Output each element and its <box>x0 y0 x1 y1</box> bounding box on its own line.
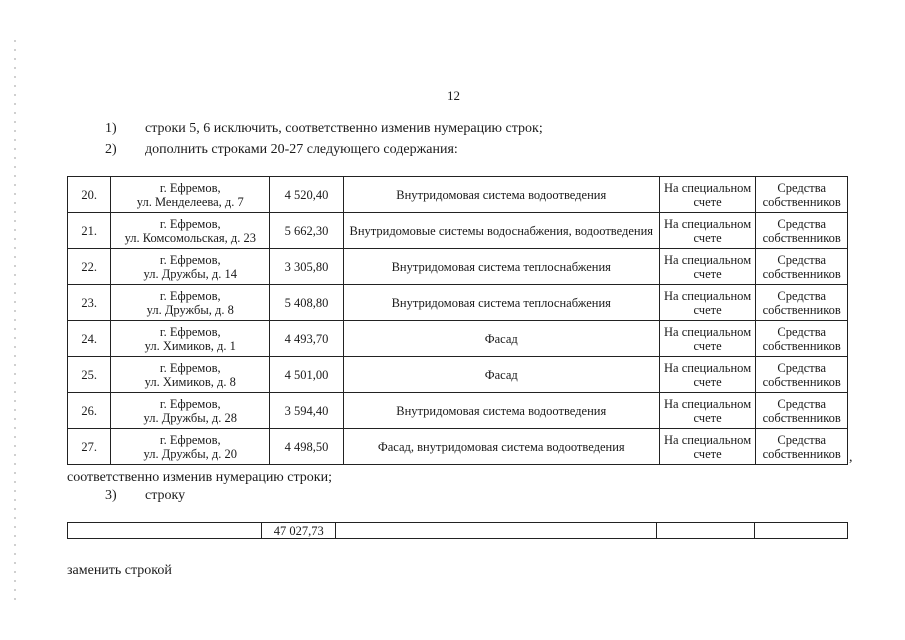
area-cell <box>270 393 343 429</box>
account-cell-line: На специальном <box>664 288 752 303</box>
row-number-cell-line: 24. <box>81 331 97 346</box>
address-cell-line: ул. Химиков, д. 8 <box>144 374 236 389</box>
address-cell-line: г. Ефремов, <box>159 252 221 267</box>
scan-margin-marks <box>14 40 16 600</box>
account-cell <box>659 429 756 465</box>
address-cell-line: г. Ефремов, <box>159 432 221 447</box>
work-type-cell-line: Внутридомовые системы водоснабжения, водоотведения <box>349 223 654 238</box>
row-number-cell <box>68 357 111 393</box>
funding-source-cell-line: Средства <box>777 396 826 411</box>
work-type-cell-line: Фасад, внутридомовая система водоотведения <box>377 439 625 454</box>
address-cell-line: ул. Менделеева, д. 7 <box>136 194 244 209</box>
row-number-cell <box>68 285 111 321</box>
account-cell <box>659 357 756 393</box>
address-cell-line: ул. Комсомольская, д. 23 <box>124 230 256 245</box>
table-row <box>68 213 848 249</box>
address-cell <box>111 285 270 321</box>
funding-source-cell <box>756 321 848 357</box>
sum-row-empty-cell <box>755 523 848 539</box>
account-cell-line: счете <box>693 266 722 281</box>
area-cell-line: 4 520,40 <box>284 187 329 202</box>
address-cell-line: ул. Дружбы, д. 8 <box>146 302 234 317</box>
sum-row-empty-cell <box>336 523 657 539</box>
work-type-cell <box>343 249 659 285</box>
funding-source-cell-line: Средства <box>777 288 826 303</box>
area-cell-line: 4 493,70 <box>284 331 329 346</box>
row-number-cell-line: 26. <box>81 403 97 418</box>
list-item-text: дополнить строками 20-27 следующего содержания: <box>145 142 458 157</box>
list-item-1 <box>105 121 543 137</box>
list-item-2 <box>105 142 458 158</box>
table-row <box>68 357 848 393</box>
funding-source-cell-line: Средства <box>777 180 826 195</box>
address-cell <box>111 249 270 285</box>
account-cell-line: На специальном <box>664 396 752 411</box>
account-cell-line: счете <box>693 446 722 461</box>
area-cell <box>270 177 343 213</box>
table-row <box>68 249 848 285</box>
table-row <box>68 523 848 539</box>
sum-row-total: 47 027,73 <box>261 523 336 539</box>
sum-row-table <box>67 522 848 539</box>
area-cell-line: 3 305,80 <box>284 259 329 274</box>
area-cell-line: 4 501,00 <box>284 367 329 382</box>
work-type-cell-line: Внутридомовая система теплоснабжения <box>391 259 611 274</box>
account-cell-line: счете <box>693 338 722 353</box>
funding-source-cell-line: Средства <box>777 216 826 231</box>
work-type-cell-line: Внутридомовая система теплоснабжения <box>391 295 611 310</box>
funding-source-cell <box>756 285 848 321</box>
list-item-text: строки 5, 6 исключить, соответственно изменив нумерацию строк; <box>145 121 543 136</box>
account-cell <box>659 393 756 429</box>
funding-source-cell <box>756 213 848 249</box>
funding-source-cell-line: Средства <box>777 252 826 267</box>
funding-source-cell-line: собственников <box>762 302 841 317</box>
address-cell-line: г. Ефремов, <box>159 216 221 231</box>
row-number-cell-line: 21. <box>81 223 97 238</box>
list-item-3 <box>105 488 185 504</box>
work-type-cell-line: Фасад <box>484 331 518 346</box>
account-cell <box>659 249 756 285</box>
address-cell-line: ул. Дружбы, д. 14 <box>143 266 238 281</box>
sum-row-empty-cell <box>68 523 262 539</box>
funding-source-cell-line: собственников <box>762 374 841 389</box>
funding-source-cell <box>756 249 848 285</box>
area-cell-line: 3 594,40 <box>284 403 329 418</box>
account-cell <box>659 213 756 249</box>
after-table-text: соответственно изменив нумерацию строки; <box>67 470 332 485</box>
funding-source-cell-line: собственников <box>762 266 841 281</box>
work-type-cell <box>343 429 659 465</box>
area-cell <box>270 285 343 321</box>
address-cell <box>111 357 270 393</box>
list-item-number: 1) <box>105 121 117 136</box>
account-cell-line: На специальном <box>664 360 752 375</box>
account-cell-line: На специальном <box>664 252 752 267</box>
table-row <box>68 429 848 465</box>
area-cell-line: 5 408,80 <box>284 295 329 310</box>
sum-row-empty-cell <box>657 523 755 539</box>
repair-table <box>67 176 848 465</box>
work-type-cell <box>343 393 659 429</box>
work-type-cell <box>343 213 659 249</box>
page-number: 12 <box>447 88 460 103</box>
work-type-cell-line: Фасад <box>484 367 518 382</box>
area-cell <box>270 429 343 465</box>
address-cell-line: г. Ефремов, <box>159 180 221 195</box>
row-number-cell <box>68 393 111 429</box>
funding-source-cell-line: собственников <box>762 230 841 245</box>
account-cell-line: счете <box>693 410 722 425</box>
address-cell <box>111 429 270 465</box>
address-cell-line: ул. Дружбы, д. 28 <box>143 410 238 425</box>
row-number-cell <box>68 177 111 213</box>
table-row <box>68 285 848 321</box>
account-cell-line: На специальном <box>664 432 752 447</box>
table-row <box>68 321 848 357</box>
account-cell <box>659 285 756 321</box>
work-type-cell-line: Внутридомовая система водоотведения <box>396 187 607 202</box>
account-cell-line: счете <box>693 194 722 209</box>
row-number-cell-line: 25. <box>81 367 97 382</box>
area-cell-line: 4 498,50 <box>284 439 329 454</box>
address-cell-line: г. Ефремов, <box>159 396 221 411</box>
funding-source-cell-line: собственников <box>762 338 841 353</box>
row-number-cell-line: 23. <box>81 295 97 310</box>
funding-source-cell-line: Средства <box>777 360 826 375</box>
account-cell-line: счете <box>693 374 722 389</box>
account-cell <box>659 177 756 213</box>
area-cell <box>270 321 343 357</box>
table-row <box>68 393 848 429</box>
replace-text: заменить строкой <box>67 563 172 578</box>
work-type-cell <box>343 177 659 213</box>
row-number-cell <box>68 213 111 249</box>
row-number-cell-line: 20. <box>81 187 97 202</box>
funding-source-cell-line: собственников <box>762 410 841 425</box>
work-type-cell <box>343 321 659 357</box>
address-cell-line: г. Ефремов, <box>159 288 221 303</box>
work-type-cell <box>343 357 659 393</box>
table-row <box>68 177 848 213</box>
work-type-cell <box>343 285 659 321</box>
address-cell-line: ул. Химиков, д. 1 <box>144 338 236 353</box>
area-cell-line: 5 662,30 <box>284 223 329 238</box>
area-cell <box>270 213 343 249</box>
account-cell-line: На специальном <box>664 216 752 231</box>
address-cell-line: г. Ефремов, <box>159 360 221 375</box>
address-cell-line: ул. Дружбы, д. 20 <box>143 446 238 461</box>
area-cell <box>270 357 343 393</box>
area-cell <box>270 249 343 285</box>
row-number-cell <box>68 429 111 465</box>
row-number-cell-line: 27. <box>81 439 97 454</box>
funding-source-cell <box>756 429 848 465</box>
address-cell <box>111 393 270 429</box>
list-item-number: 2) <box>105 142 117 157</box>
list-item-text: строку <box>145 488 186 503</box>
work-type-cell-line: Внутридомовая система водоотведения <box>396 403 607 418</box>
funding-source-cell <box>756 177 848 213</box>
account-cell-line: счете <box>693 230 722 245</box>
funding-source-cell-line: собственников <box>762 446 841 461</box>
account-cell-line: На специальном <box>664 324 752 339</box>
funding-source-cell <box>756 393 848 429</box>
row-number-cell <box>68 249 111 285</box>
address-cell-line: г. Ефремов, <box>159 324 221 339</box>
table-trailing-comma: , <box>849 450 853 465</box>
address-cell <box>111 213 270 249</box>
account-cell-line: На специальном <box>664 180 752 195</box>
account-cell <box>659 321 756 357</box>
row-number-cell <box>68 321 111 357</box>
account-cell-line: счете <box>693 302 722 317</box>
list-item-number: 3) <box>105 488 117 503</box>
funding-source-cell-line: Средства <box>777 432 826 447</box>
address-cell <box>111 177 270 213</box>
repair-table-body <box>68 177 848 465</box>
address-cell <box>111 321 270 357</box>
funding-source-cell <box>756 357 848 393</box>
row-number-cell-line: 22. <box>81 259 97 274</box>
funding-source-cell-line: собственников <box>762 194 841 209</box>
funding-source-cell-line: Средства <box>777 324 826 339</box>
